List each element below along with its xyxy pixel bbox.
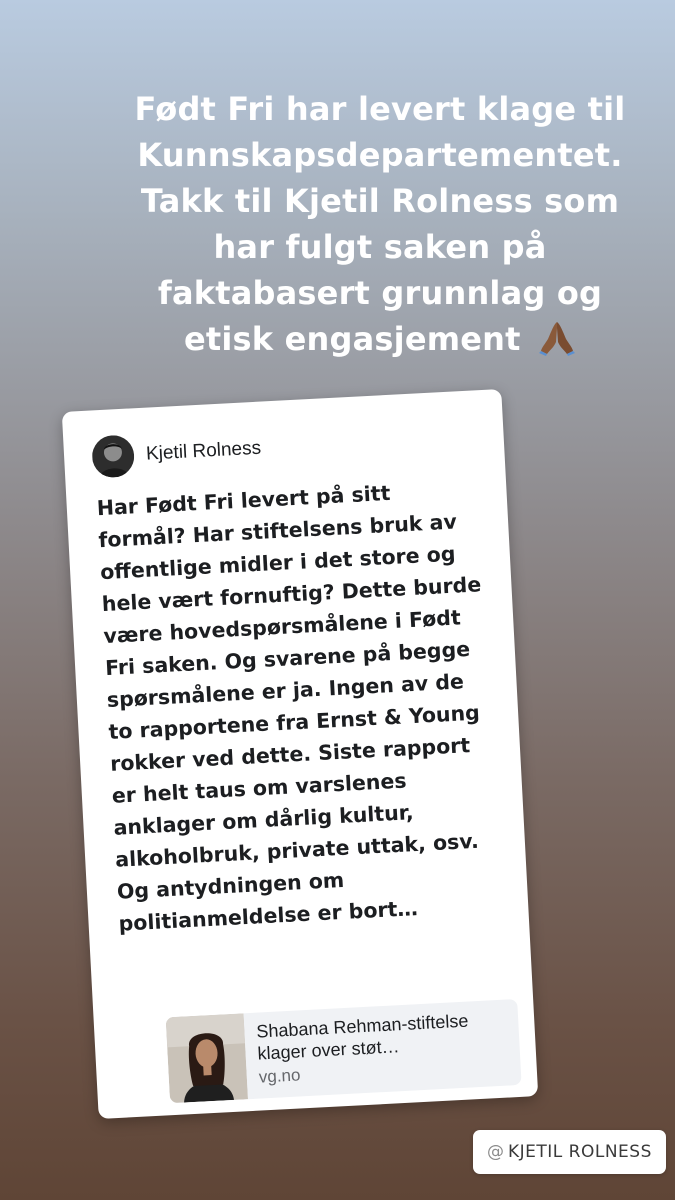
link-preview[interactable]	[166, 999, 522, 1103]
caption-text: Født Fri har levert klage til Kunnskapsdepartementet. Takk til Kjetil Rolness som har fulgt saken på faktabasert grunnlag og etisk engasjement	[134, 90, 626, 358]
post-body-text: Har Født Fri levert på sitt formål? Har stiftelsens bruk av offentlige midler i det store og hele vært fornuftig? Dette burde være hovedspørsmålene i Født Fri saken. Og svarene på begge spørsmålene er ja. Ingen av de to rapportene fra Ernst & Young rokker ved dette. Siste rapport er helt taus om varslenes anklager om dårlig kultur, alkoholbruk, private uttak, osv. Og antydningen om politianmeldelse er bort…	[96, 480, 482, 936]
link-info	[243, 999, 519, 1099]
link-title[interactable]: Shabana Rehman-stiftelse klager over støt…	[255, 1010, 469, 1064]
story-caption	[115, 86, 645, 362]
post-header	[91, 428, 262, 479]
post-author[interactable]: Kjetil Rolness	[145, 437, 262, 465]
link-thumbnail	[166, 1013, 248, 1103]
shared-post-card[interactable]	[62, 389, 538, 1119]
avatar[interactable]	[91, 434, 135, 478]
mention-sticker[interactable]	[473, 1130, 666, 1174]
link-domain: vg.no	[258, 1065, 301, 1087]
folded-hands-icon	[538, 320, 576, 356]
mention-label: KJETIL ROLNESS	[508, 1142, 652, 1162]
at-symbol-icon: @	[487, 1142, 504, 1162]
